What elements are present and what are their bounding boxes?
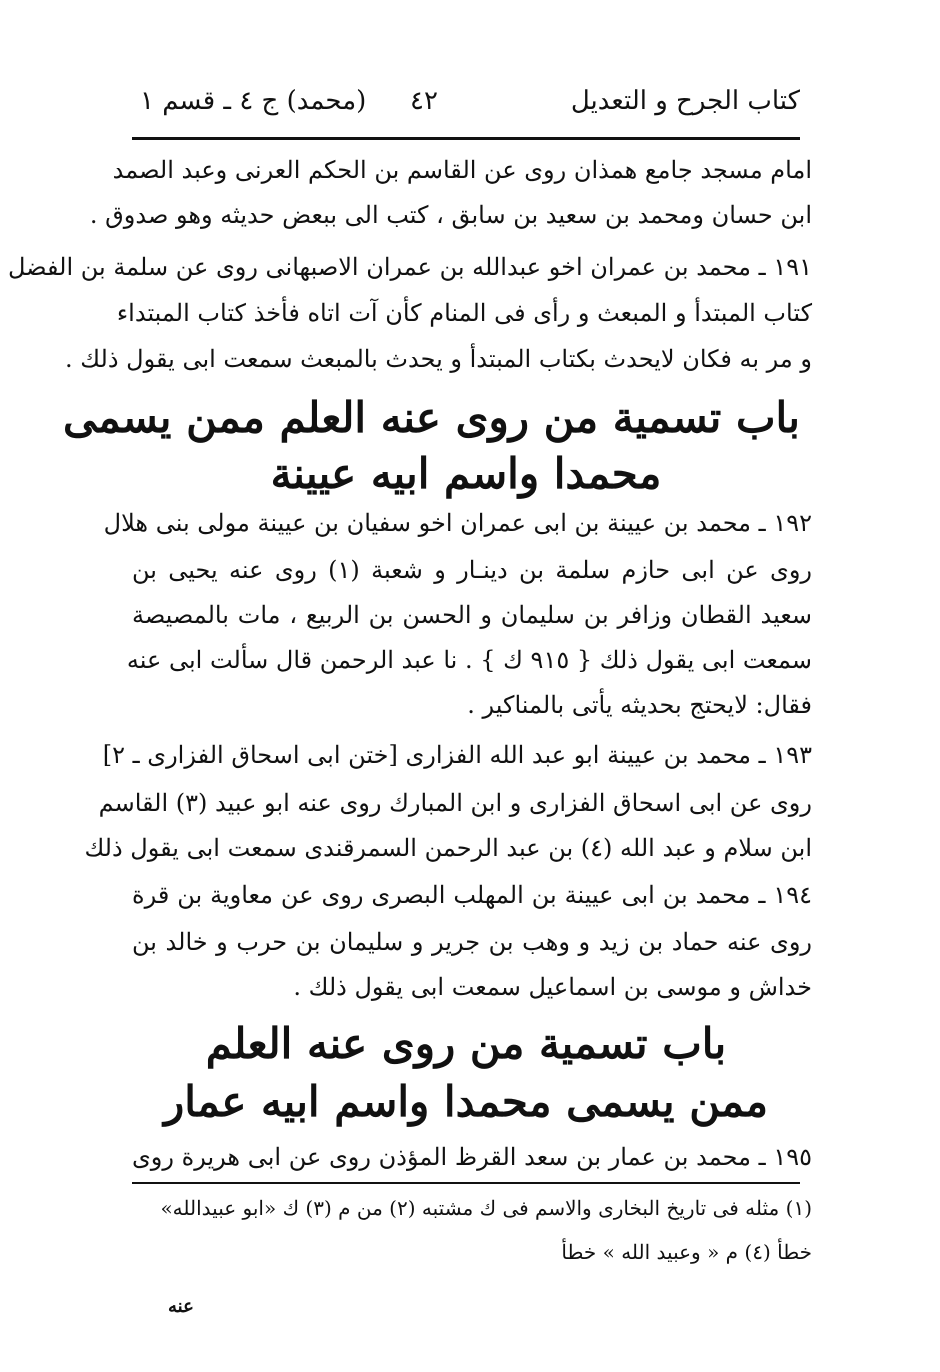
text-line: روى عن ابى حازم سلمة بن دينـار و شعبة (١) روى عنه يحيى بن — [132, 556, 813, 584]
book-title: كتاب الجرح و التعديل — [570, 86, 800, 116]
footnote-rule — [132, 1182, 800, 1184]
text-line: روى عنه حماد بن زيد و وهب بن جرير و سليمان بن حرب و خالد بن — [132, 928, 812, 956]
chapter-heading: محمدا واسم ابيه عيينة — [270, 449, 662, 498]
footnote-line: (١) مثله فى تاريخ البخارى والاسم فى ك مشتبه (٢) من م (٣) ك «ابو عبيدالله» — [160, 1196, 812, 1220]
text-line: ١٩٢ ـ محمد بن عيينة بن ابى عمران اخو سفيان بن عيينة مولى بنى هلال — [103, 509, 812, 537]
text-line: ١٩٤ ـ محمد بن ابى عيينة بن المهلب البصرى روى عن معاوية بن قرة — [132, 881, 813, 909]
catchword: عنه — [168, 1296, 194, 1317]
text-line: كتاب المبتدأ و المبعث و رأى فى المنام كأن آت اتاه فأخذ كتاب المبتداء — [116, 299, 812, 327]
text-line: و مر به فكان لايحدث بكتاب المبتدأ و يحدث بالمبعث سمعت ابى يقول ذلك . — [65, 345, 812, 373]
text-line: امام مسجد جامع همذان روى عن القاسم بن الحكم العرنى وعبد الصمد — [112, 156, 812, 184]
footnote-line: خطأ (٤) م « وعبيد الله » خطأ — [561, 1240, 812, 1264]
text-line: سمعت ابى يقول ذلك { ٩١٥ ك } . نا عبد الرحمن قال سألت ابى عنه — [126, 646, 812, 674]
chapter-heading: ممن يسمى محمدا واسم ابيه عمار — [164, 1077, 768, 1126]
text-line: ١٩٣ ـ محمد بن عيينة ابو عبد الله الفزارى [ختن ابى اسحاق الفزارى ـ ٢] — [102, 741, 812, 769]
text-line: سعيد القطان وزافر بن سليمان و الحسن بن الربيع ، مات بالمصيصة — [132, 601, 813, 629]
page-number: ٤٢ — [410, 86, 438, 116]
text-line: فقال: لايحتج بحديثه يأتى بالمناكير . — [467, 691, 812, 719]
chapter-heading: باب تسمية من روى عنه العلم ممن يسمى — [63, 393, 800, 442]
text-line: روى عن ابى اسحاق الفزارى و ابن المبارك روى عنه ابو عبيد (٣) القاسم — [98, 789, 812, 817]
text-line: ١٩١ ـ محمد بن عمران اخو عبدالله بن عمران الاصبهانى روى عن سلمة بن الفضل — [8, 253, 812, 281]
page-header — [130, 78, 800, 126]
chapter-heading: باب تسمية من روى عنه العلم — [205, 1019, 727, 1068]
volume-label: (محمد) ج ٤ ـ قسم ١ — [140, 86, 367, 116]
text-line: خداش و موسى بن اسماعيل سمعت ابى يقول ذلك . — [293, 973, 812, 1001]
text-line: ابن سلام و عبد الله (٤) بن عبد الرحمن السمرقندى سمعت ابى يقول ذلك — [84, 834, 812, 862]
text-line: ١٩٥ ـ محمد بن عمار بن سعد القرظ المؤذن روى عن ابى هريرة روى — [132, 1143, 812, 1171]
text-line: ابن حسان ومحمد بن سعيد بن سابق ، كتب الى ببعض حديثه وهو صدوق . — [89, 201, 812, 229]
header-rule — [132, 137, 800, 140]
